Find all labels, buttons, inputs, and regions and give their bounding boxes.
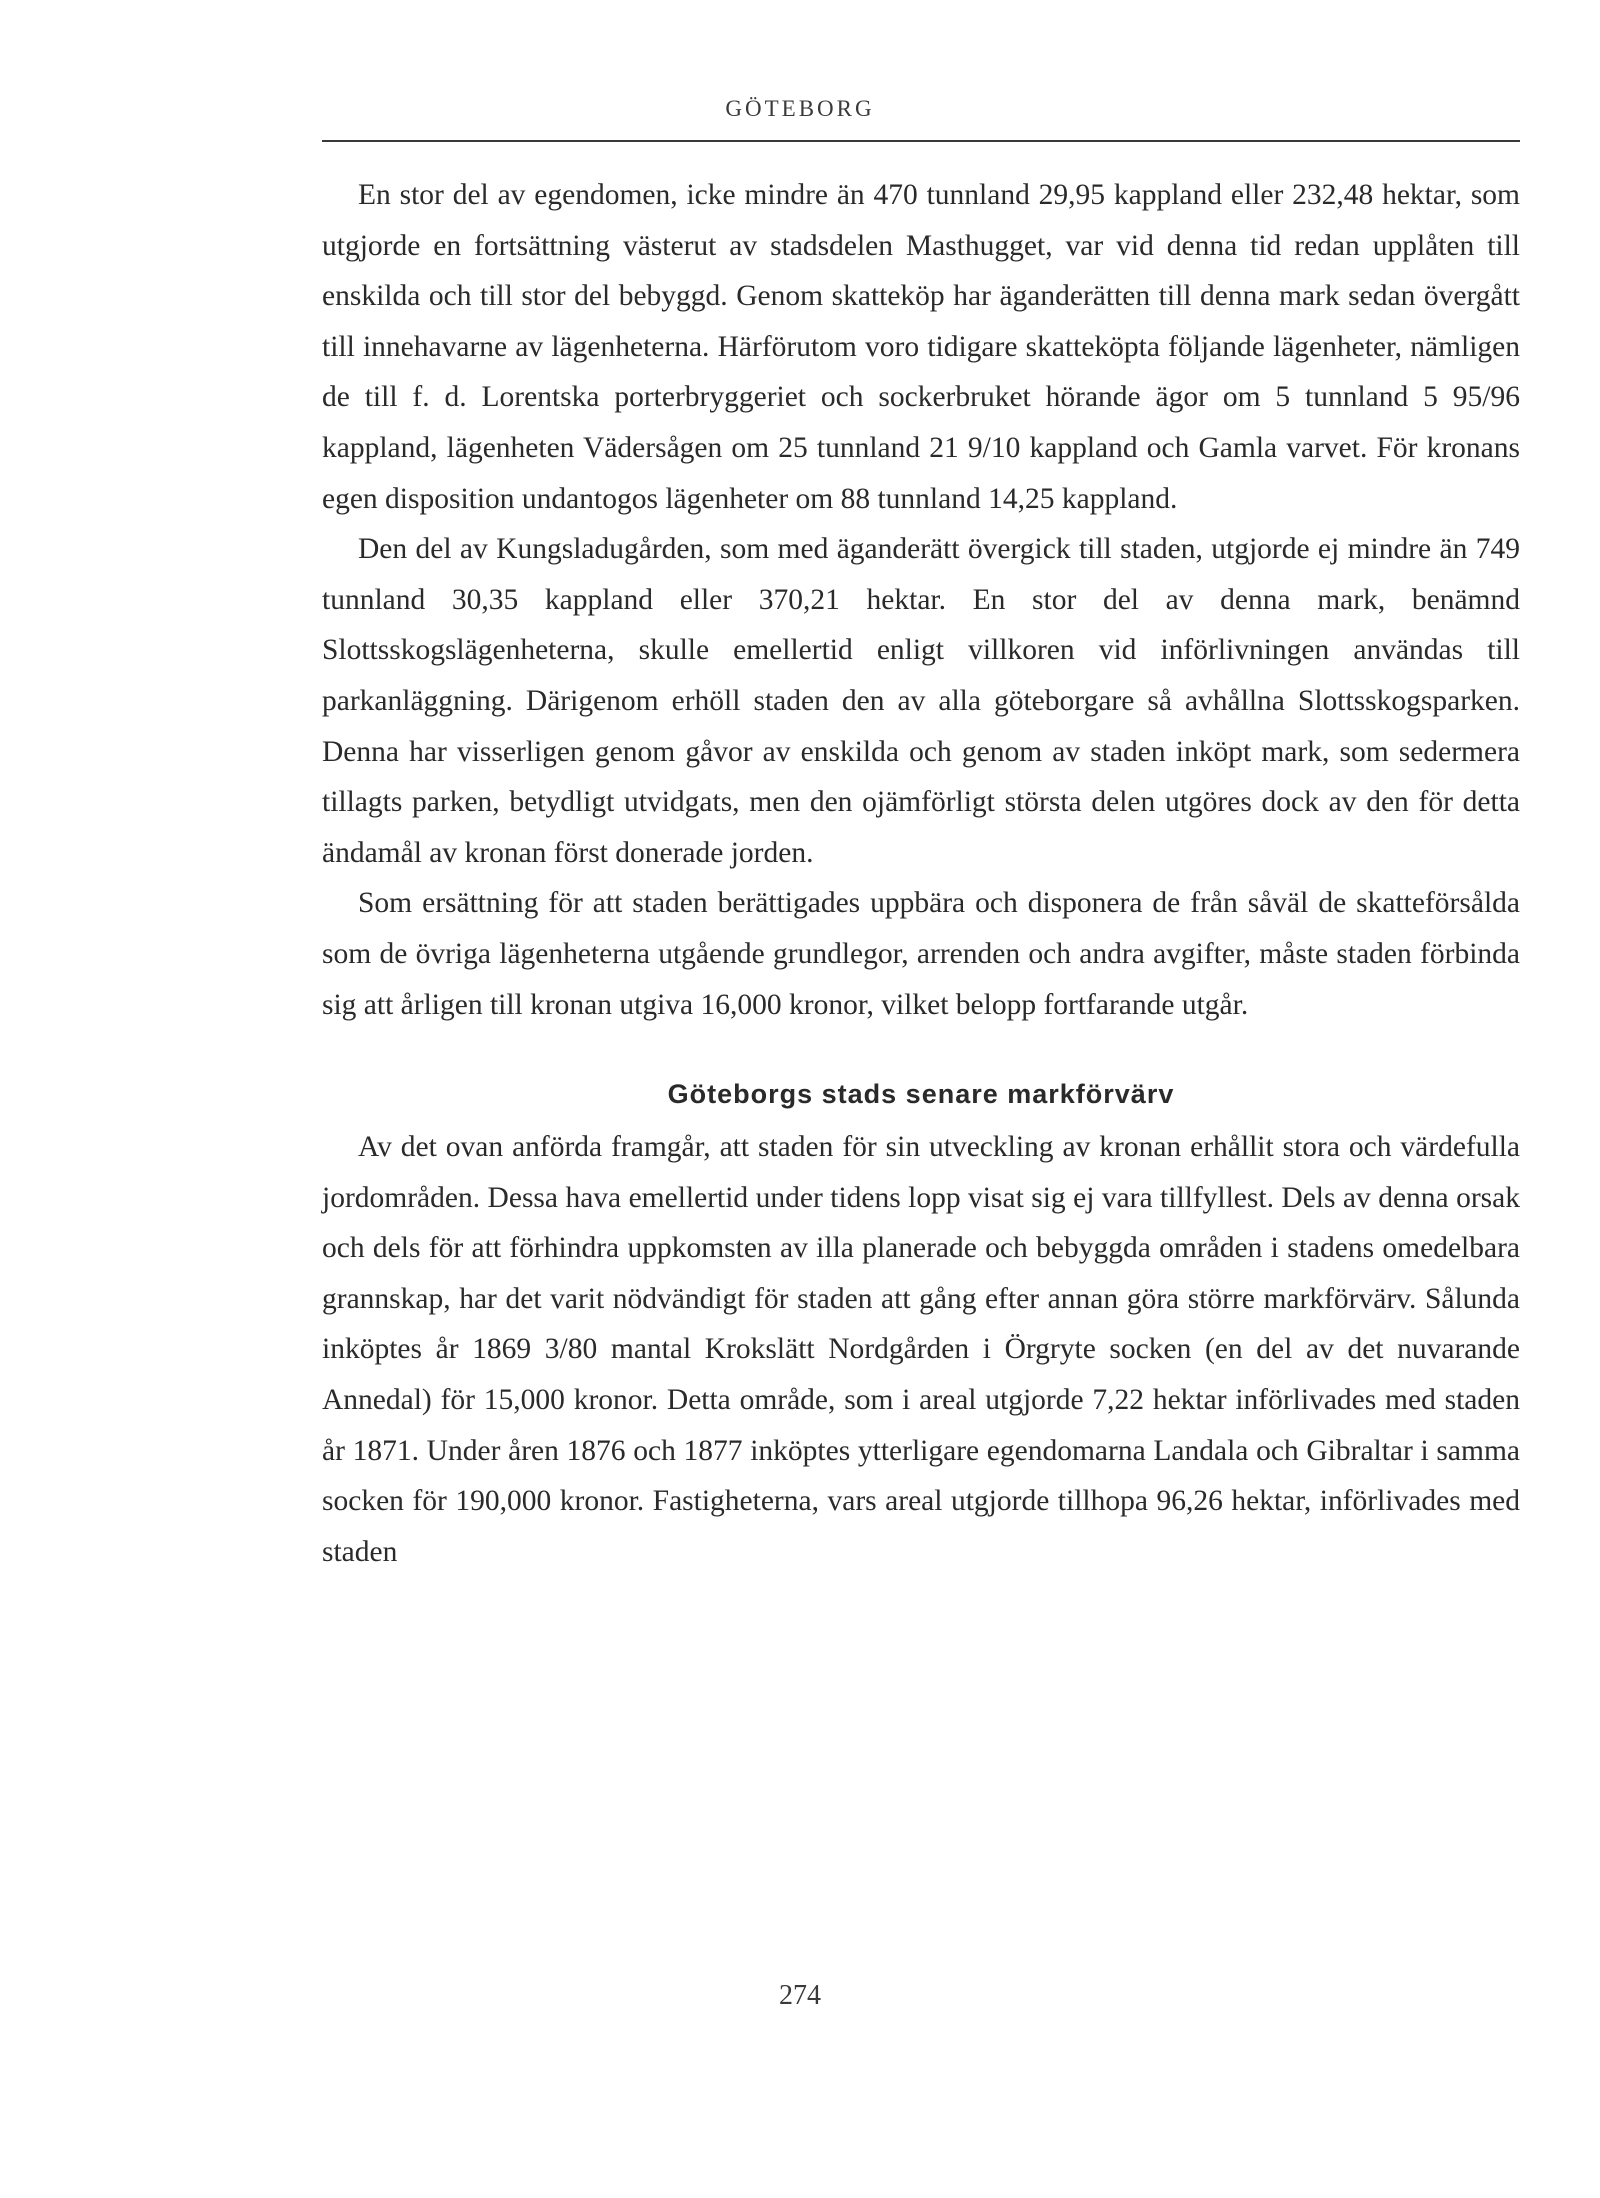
section-heading: Göteborgs stads senare markförvärv: [667, 1079, 1175, 1110]
paragraph-1: En stor del av egendomen, icke mindre än 470 tunnland 29,95 kappland eller 232,48 hektar, som utgjorde en fortsättning västerut av stadsdelen Masthugget, var vid denna tid redan upplåten till enskilda och till stor del bebyggd. Genom skatteköp har äganderätten till denna mark sedan övergått till innehavarne av lägenheterna. Härförutom voro tidigare skatteköpta följande lägenheter, nämligen de till f. d. Lorentska porterbryggeriet och sockerbruket hörande ägor om 5 tunnland 5 95/96 kappland, lägenheten Vädersågen om 25 tunnland 21 9/10 kappland och Gamla varvet. För kronans egen disposition undantogos lägenheter om 88 tunnland 14,25 kappland.: [322, 179, 1520, 515]
body-text: [322, 170, 1520, 1577]
page-number: 274: [779, 1980, 821, 2011]
header-rule: [322, 140, 1520, 142]
running-head-title: GÖTEBORG: [725, 96, 875, 121]
paragraph-4: Av det ovan anförda framgår, att staden för sin utveckling av kronan erhållit stora och värdefulla jordområden. Dessa hava emellertid under tidens lopp visat sig ej vara tillfyllest. Dels av denna orsak och dels för att förhindra uppkomsten av illa planerade och bebyggda områden i stadens omedelbara grannskap, har det varit nödvändigt för staden att gång efter annan göra större markförvärv. Sålunda inköptes år 1869 3/80 mantal Krokslätt Nordgården i Örgryte socken (en del av det nuvarande Annedal) för 15,000 kronor. Detta område, som i areal utgjorde 7,22 hektar införlivades med staden år 1871. Under åren 1876 och 1877 inköptes ytterligare egendomarna Landala och Gibraltar i samma socken för 190,000 kronor. Fastigheterna, vars areal utgjorde tillhopa 96,26 hektar, införlivades med staden: [322, 1131, 1520, 1568]
paragraph-3: Som ersättning för att staden berättigades uppbära och disponera de från såväl de skatteförsålda som de övriga lägenheterna utgående grundlegor, arrenden och andra avgifter, måste staden förbinda sig att årligen till kronan utgiva 16,000 kronor, vilket belopp fortfarande utgår.: [322, 887, 1520, 1021]
paragraph-2: Den del av Kungsladugården, som med äganderätt övergick till staden, utgjorde ej mindre än 749 tunnland 30,35 kappland eller 370,21 hektar. En stor del av denna mark, benämnd Slottsskogslägenheterna, skulle emellertid enligt villkoren vid införlivningen användas till parkanläggning. Därigenom erhöll staden den av alla göteborgare så avhållna Slottsskogsparken. Denna har visserligen genom gåvor av enskilda och genom av staden inköpt mark, som sedermera tillagts parken, betydligt utvidgats, men den ojämförligt största delen utgöres dock av den för detta ändamål av kronan först donerade jorden.: [322, 533, 1520, 869]
